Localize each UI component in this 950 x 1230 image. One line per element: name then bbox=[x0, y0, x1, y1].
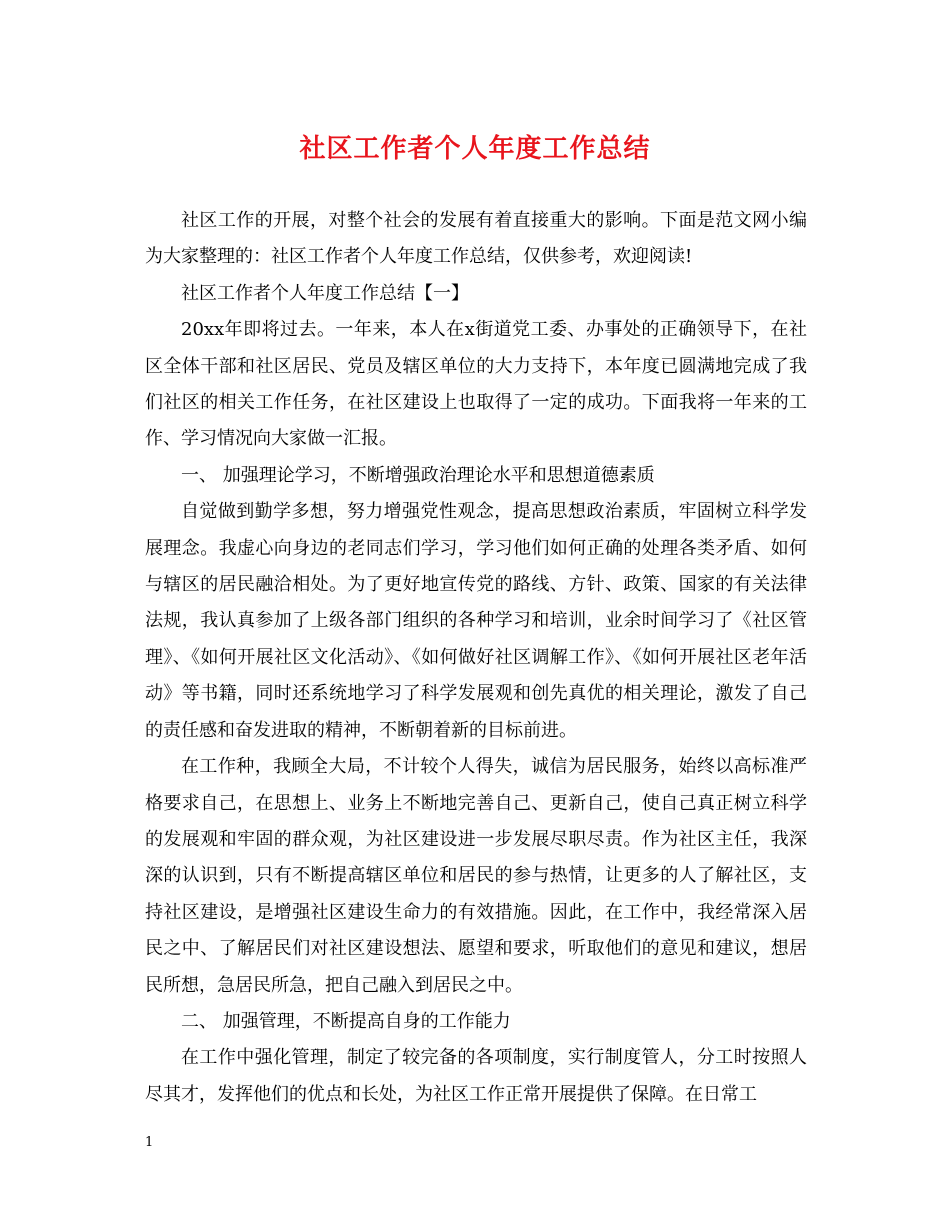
paragraph-work-attitude: 在工作种，我顾全大局，不计较个人得失，诚信为居民服务，始终以高标准严格要求自己，在思想上、业务上不断地完善自己、更新自己，使自己真正树立科学的发展观和牢固的群众观，为社区建设进一步发展尽职尽责。作为社区主任，我深深的认识到，只有不断提高辖区单位和居民的参与热情，让更多的人了解社区，支持社区建设，是增强社区建设生命力的有效措施。因此，在工作中，我经常深入居民之中、了解居民们对社区建设想法、愿望和要求，听取他们的意见和建议，想居民所想，急居民所急，把自己融入到居民之中。 bbox=[145, 756, 807, 996]
paragraph-management: 在工作中强化管理，制定了较完备的各项制度，实行制度管人，分工时按照人尽其才，发挥他们的优点和长处，为社区工作正常开展提供了保障。在日常工 bbox=[145, 1047, 807, 1105]
page-number: 1 bbox=[145, 1135, 154, 1150]
paragraph-heading-one: 一、 加强理论学习，不断增强政治理论水平和思想道德素质 bbox=[181, 464, 655, 486]
paragraph-section-heading: 社区工作者个人年度工作总结【一】 bbox=[181, 282, 469, 304]
paragraph-heading-two: 二、 加强管理，不断提高自身的工作能力 bbox=[181, 1010, 511, 1032]
document-title: 社区工作者个人年度工作总结 bbox=[299, 134, 651, 164]
paragraph-study: 自觉做到勤学多想，努力增强党性观念，提高思想政治素质，牢固树立科学发展理念。我虚心向身边的老同志们学习，学习他们如何正确的处理各类矛盾、如何与辖区的居民融洽相处。为了更好地宣传党的路线、方针、政策、国家的有关法律法规，我认真参加了上级各部门组织的各种学习和培训，业余时间学习了《社区管理》、《如何开展社区文化活动》、《如何做好社区调解工作》、《如何开展社区老年活动》等书籍，同时还系统地学习了科学发展观和创先真优的相关理论，激发了自己的责任感和奋发进取的精神，不断朝着新的目标前进。 bbox=[145, 501, 807, 741]
document-body bbox=[145, 203, 807, 1113]
paragraph-intro: 社区工作的开展，对整个社会的发展有着直接重大的影响。下面是范文网小编为大家整理的：社区工作者个人年度工作总结，仅供参考，欢迎阅读! bbox=[145, 210, 807, 268]
paragraph-overview: 20xx年即将过去。一年来，本人在x街道党工委、办事处的正确领导下，在社区全体干部和社区居民、党员及辖区单位的大力支持下，本年度已圆满地完成了我们社区的相关工作任务，在社区建设上也取得了一定的成功。下面我将一年来的工作、学习情况向大家做一汇报。 bbox=[145, 319, 807, 450]
